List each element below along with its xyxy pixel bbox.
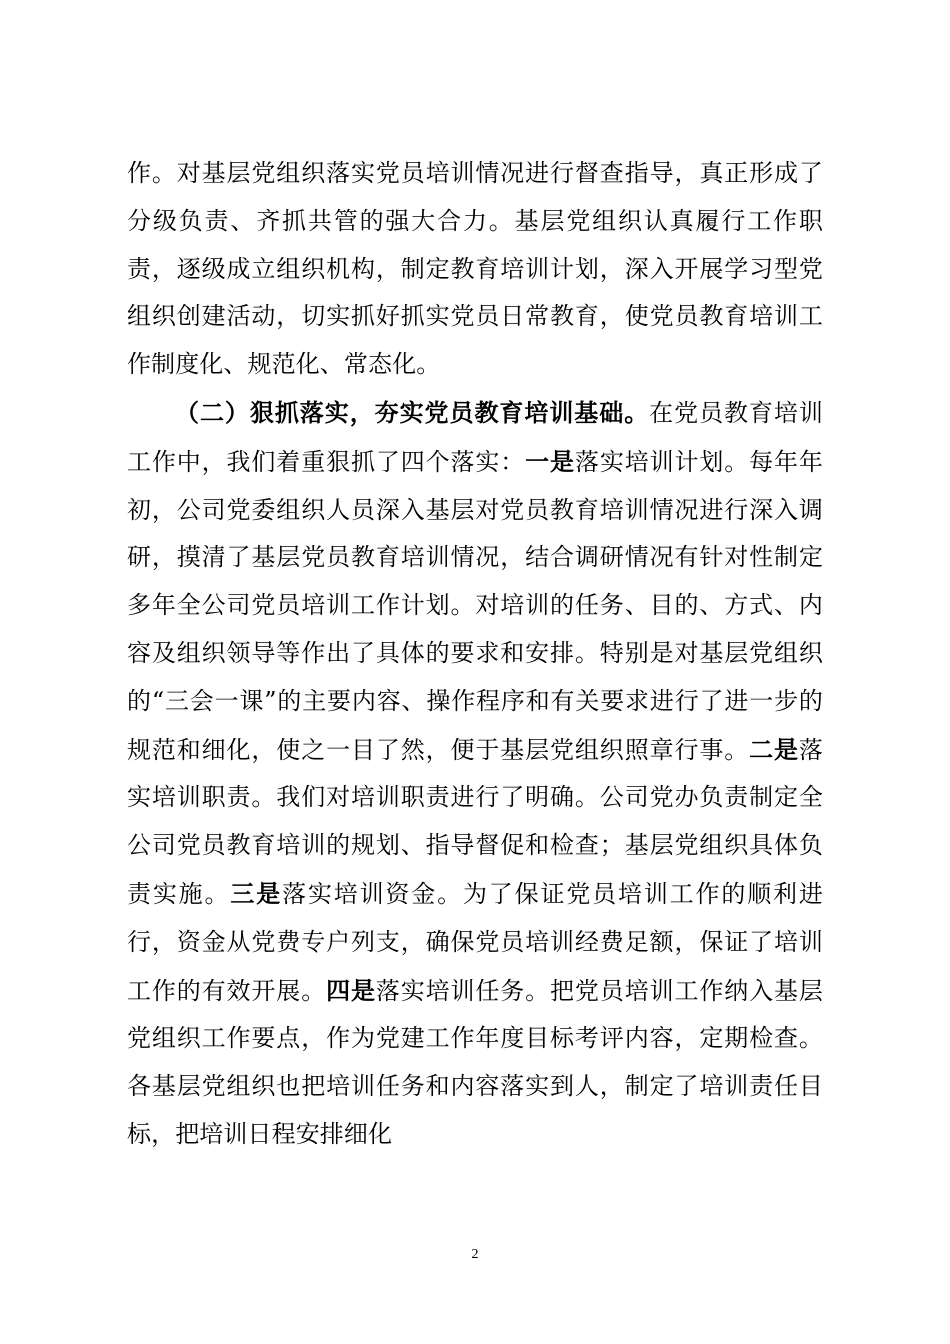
section-heading: （二）狠抓落实，夯实党员教育培训基础。	[175, 397, 650, 427]
page-number: 2	[471, 1247, 479, 1262]
section-intro: 在党员教育培训工作中，我们着重狠抓了四个落实：	[127, 398, 823, 476]
paragraph-section-two	[127, 389, 823, 1159]
item-marker-3: 三是	[230, 878, 283, 908]
paragraph-continuation: 作。对基层党组织落实党员培训情况进行督查指导，真正形成了分级负责、齐抓共管的强大合力。基层党组织认真履行工作职责，逐级成立组织机构，制定教育培训计划，深入开展学习型党组织创建活动，切实抓好抓实党员日常教育，使党员教育培训工作制度化、规范化、常态化。	[127, 159, 823, 379]
item-text-4: 落实培训任务。把党员培训工作纳入基层党组织工作要点，作为党建工作年度目标考评内容，定期检查。各基层党组织也把培训任务和内容落实到人，制定了培训责任目标，把培训日程安排细化	[127, 976, 823, 1148]
item-marker-1: 一是	[525, 446, 575, 476]
item-marker-4: 四是	[326, 975, 376, 1005]
document-body	[127, 150, 823, 1159]
item-text-1: 落实培训计划。每年年初，公司党委组织人员深入基层对党员教育培训情况进行深入调研，摸清了基层党员教育培训情况，结合调研情况有针对性制定多年全公司党员培训工作计划。对培训的任务、目的、方式、内容及组织领导等作出了具体的要求和安排。特别是对基层党组织的“三会一课”的主要内容、操作程序和有关要求进行了进一步的规范和细化，使之一目了然，便于基层党组织照章行事。	[127, 447, 823, 764]
item-text-2: 落实培训职责。我们对培训职责进行了明确。公司党办负责制定全公司党员教育培训的规划、指导督促和检查；基层党组织具体负责实施。	[127, 735, 824, 908]
item-text-3: 落实培训资金。为了保证党员培训工作的顺利进行，资金从党费专户列支，确保党员培训经费足额，保证了培训工作的有效开展。	[127, 879, 823, 1005]
item-marker-2: 二是	[749, 734, 799, 764]
